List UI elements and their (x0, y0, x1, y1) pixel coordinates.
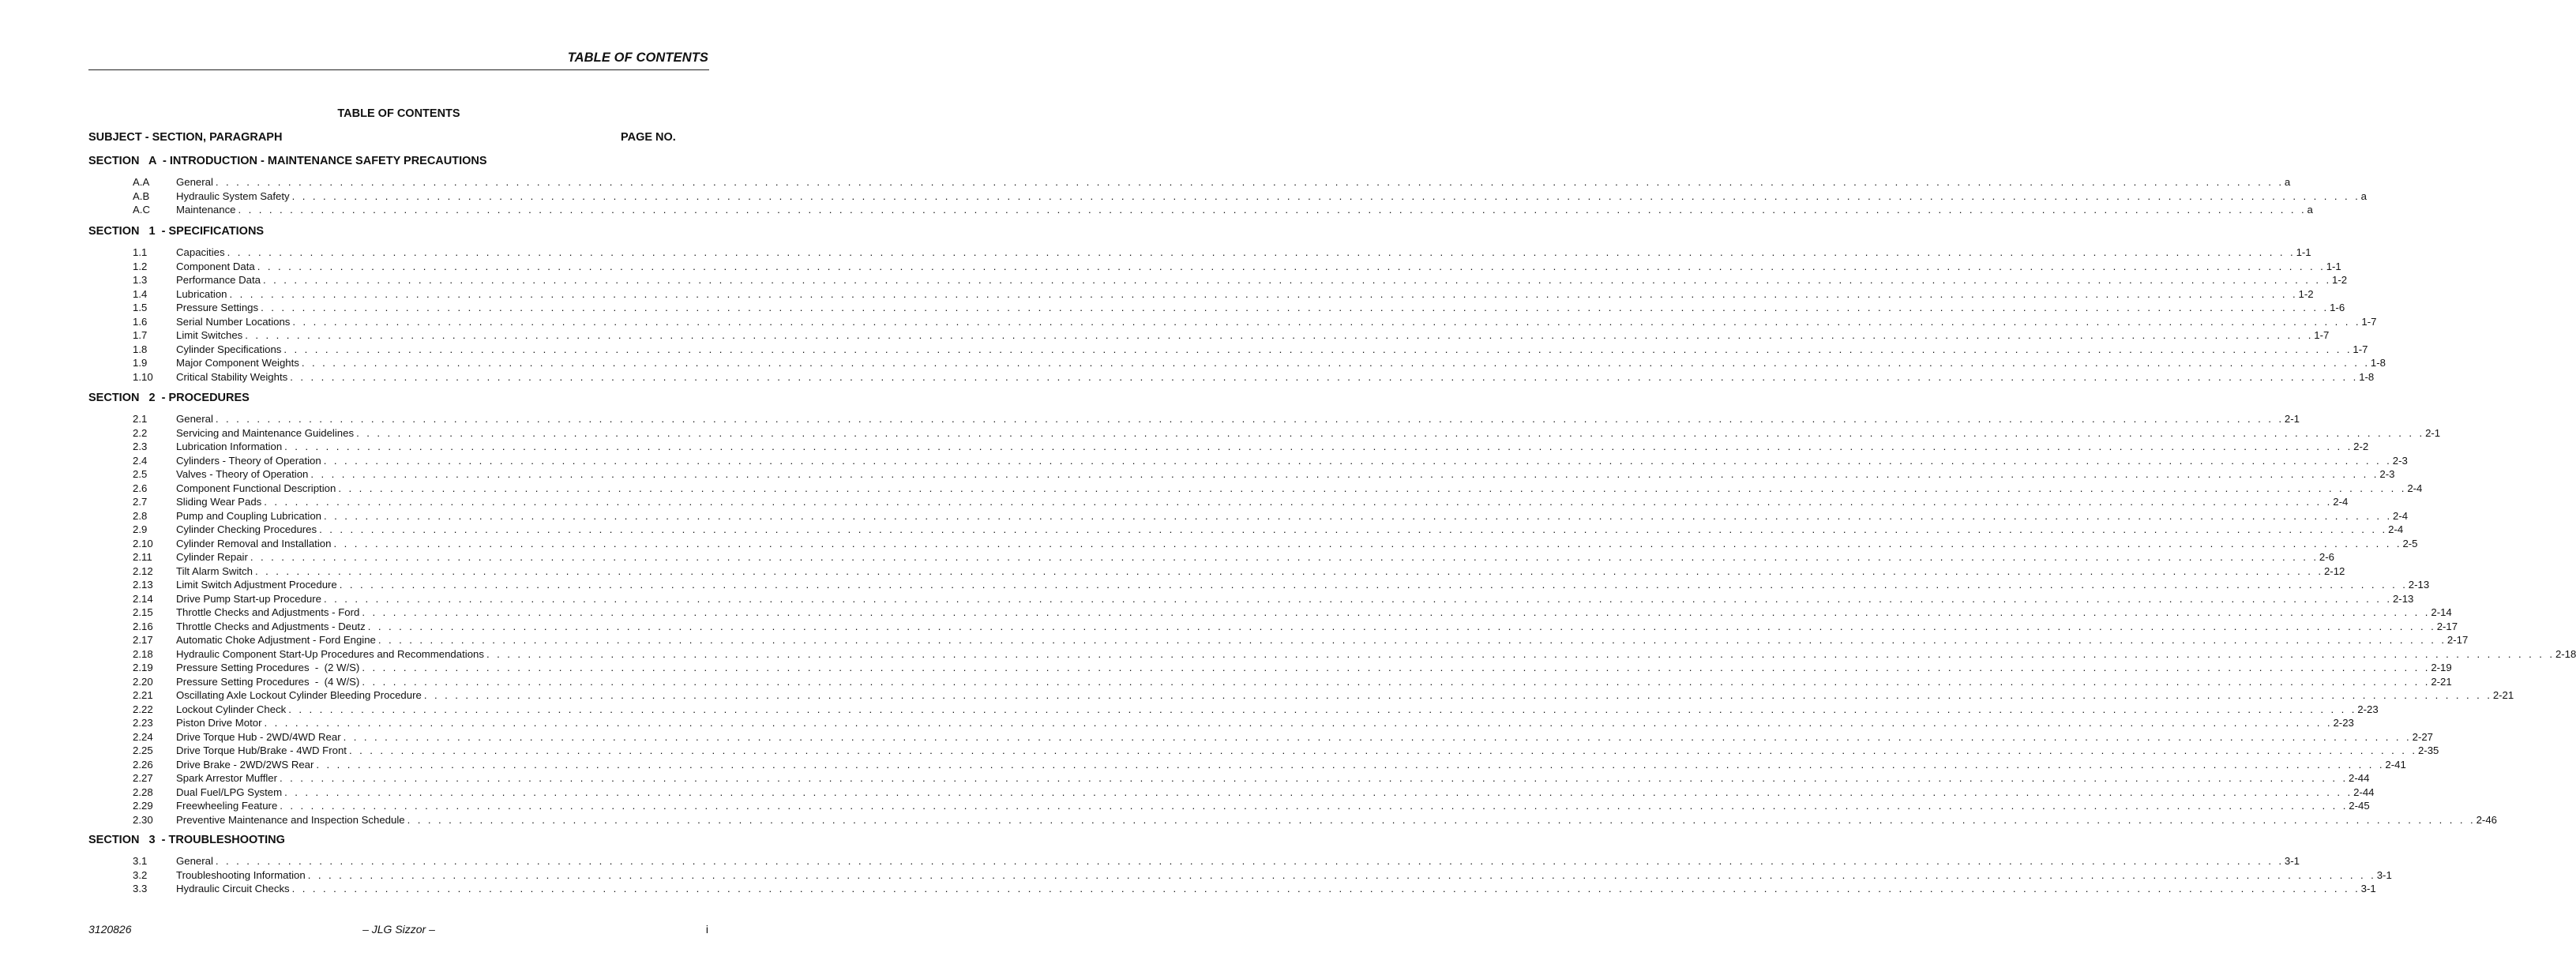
entry-number: 2.29 (133, 800, 153, 812)
entry-title: Component Data (176, 260, 255, 272)
dot-leader: . . . . . . . . . . . . . . . . . . . . . . . . . . . . . . . . . . . . . . . . . . . . . . . . . . . . . . . . . . . . . . . . . . . . . . . . . . . . . . . . . . . . . . . . . . . . . . . . . . . . . . . . . . . . . . . . . . . . . . . . . . . . . . . . . . . . . . . . . . . . . . . . . . . . . . . . . . . . . . . . . . . . . . . . . . . . . . . . . . . . . . . . . . . . . . . . . . . . . . . . (291, 883, 2360, 894)
dot-leader: . . . . . . . . . . . . . . . . . . . . . . . . . . . . . . . . . . . . . . . . . . . . . . . . . . . . . . . . . . . . . . . . . . . . . . . . . . . . . . . . . . . . . . . . . . . . . . . . . . . . . . . . . . . . . . . . . . . . . . . . . . . . . . . . . . . . . . . . . . . . . . . . . . . . . . . . . . . . . . . . . . . . . . . . . . . . . . . . . . . . . . . . . . . . . . . . . . . . . . . . (310, 468, 2379, 480)
entry-title: Hydraulic Circuit Checks (176, 883, 290, 894)
entry-line (176, 868, 2392, 883)
entry-line (176, 495, 2349, 509)
dot-leader: . . . . . . . . . . . . . . . . . . . . . . . . . . . . . . . . . . . . . . . . . . . . . . . . . . . . . . . . . . . . . . . . . . . . . . . . . . . . . . . . . . . . . . . . . . . . . . . . . . . . . . . . . . . . . . . . . . . . . . . . . . . . . . . . . . . . . . . . . . . . . . . . . . . . . . . . . . . . . . . . . . . . . . . . . . . . . . . . . . . . . . . . . . . . . . . . . . . . . . . . (215, 855, 2284, 867)
entry-number: A.B (133, 189, 150, 202)
dot-leader: . . . . . . . . . . . . . . . . . . . . . . . . . . . . . . . . . . . . . . . . . . . . . . . . . . . . . . . . . . . . . . . . . . . . . . . . . . . . . . . . . . . . . . . . . . . . . . . . . . . . . . . . . . . . . . . . . . . . . . . . . . . . . . . . . . . . . . . . . . . . . . . . . . . . . . . . . . . . . . . . . . . . . . . . . . . . . . . . . . . . . . . . . . . . . . . . . . . . . . . . (323, 454, 2392, 467)
entry-number: 2.26 (133, 758, 153, 771)
toc-entry (0, 328, 2330, 343)
entry-title: Cylinders - Theory of Operation (176, 454, 321, 467)
entry-page: 2-23 (2333, 717, 2354, 729)
entry-title: General (176, 413, 213, 425)
entry-line (176, 758, 2406, 772)
dot-leader: . . . . . . . . . . . . . . . . . . . . . . . . . . . . . . . . . . . . . . . . . . . . . . . . . . . . . . . . . . . . . . . . . . . . . . . . . . . . . . . . . . . . . . . . . . . . . . . . . . . . . . . . . . . . . . . . . . . . . . . . . . . . . . . . . . . . . . . . . . . . . . . . . . . . . . . . . . . . . . . . . . . . . . . . . . . . . . . . . . . . . . . . . . . . . . . . . . . . . . . . (250, 551, 2319, 563)
entry-line (176, 550, 2334, 564)
entry-number: 1.4 (133, 287, 148, 300)
entry-page: 2-45 (2349, 800, 2370, 812)
toc-entry (0, 744, 2439, 758)
entry-title: Lubrication Information (176, 441, 283, 452)
entry-title: Spark Arrestor Muffler (176, 772, 278, 784)
dot-leader: . . . . . . . . . . . . . . . . . . . . . . . . . . . . . . . . . . . . . . . . . . . . . . . . . . . . . . . . . . . . . . . . . . . . . . . . . . . . . . . . . . . . . . . . . . . . . . . . . . . . . . . . . . . . . . . . . . . . . . . . . . . . . . . . . . . . . . . . . . . . . . . . . . . . . . . . . . . . . . . . . . . . . . . . . . . . . . . . . . . . . . . . . . . . . . . . . . . . . . . . (407, 813, 2476, 826)
entry-line (176, 647, 2576, 662)
dot-leader: . . . . . . . . . . . . . . . . . . . . . . . . . . . . . . . . . . . . . . . . . . . . . . . . . . . . . . . . . . . . . . . . . . . . . . . . . . . . . . . . . . . . . . . . . . . . . . . . . . . . . . . . . . . . . . . . . . . . . . . . . . . . . . . . . . . . . . . . . . . . . . . . . . . . . . . . . . . . . . . . . . . . . . . . . . . . . . . . . . . . . . . . . . . . . . . . . . . . . . . . (215, 413, 2284, 425)
entry-number: 2.4 (133, 454, 148, 467)
entry-page: 2-4 (2393, 509, 2409, 522)
entry-number: 2.23 (133, 717, 153, 729)
entry-line (176, 246, 2311, 260)
entry-number: 2.19 (133, 662, 153, 673)
entry-page: 2-41 (2385, 758, 2406, 771)
entry-page: 1-7 (2353, 343, 2368, 355)
column-heading-subject: SUBJECT - SECTION, PARAGRAPH (88, 131, 283, 144)
dot-leader: . . . . . . . . . . . . . . . . . . . . . . . . . . . . . . . . . . . . . . . . . . . . . . . . . . . . . . . . . . . . . . . . . . . . . . . . . . . . . . . . . . . . . . . . . . . . . . . . . . . . . . . . . . . . . . . . . . . . . . . . . . . . . . . . . . . . . . . . . . . . . . . . . . . . . . . . . . . . . . . . . . . . . . . . . . . . . . . . . . . . . . . . . . . . . . . . . . . . . . . . (356, 426, 2425, 439)
entry-number: 2.8 (133, 509, 148, 522)
dot-leader: . . . . . . . . . . . . . . . . . . . . . . . . . . . . . . . . . . . . . . . . . . . . . . . . . . . . . . . . . . . . . . . . . . . . . . . . . . . . . . . . . . . . . . . . . . . . . . . . . . . . . . . . . . . . . . . . . . . . . . . . . . . . . . . . . . . . . . . . . . . . . . . . . . . . . . . . . . . . . . . . . . . . . . . . . . . . . . . . . . . . . . . . . . . . . . . . . . . . . . . . (264, 496, 2333, 508)
section-heading: SECTION 3 - TROUBLESHOOTING (88, 834, 285, 846)
entry-page: 2-27 (2412, 730, 2434, 743)
dot-leader: . . . . . . . . . . . . . . . . . . . . . . . . . . . . . . . . . . . . . . . . . . . . . . . . . . . . . . . . . . . . . . . . . . . . . . . . . . . . . . . . . . . . . . . . . . . . . . . . . . . . . . . . . . . . . . . . . . . . . . . . . . . . . . . . . . . . . . . . . . . . . . . . . . . . . . . . . . . . . . . . . . . . . . . . . . . . . . . . . . . . . . . . . . . . . . . . . . . . . . . . (264, 717, 2333, 729)
entry-page: 2-5 (2402, 537, 2418, 549)
toc-entry (0, 758, 2406, 772)
entry-page: 2-1 (2284, 413, 2300, 425)
toc-entry (0, 854, 2300, 868)
entry-page: a (2360, 189, 2367, 202)
document-title: TABLE OF CONTENTS (337, 107, 460, 120)
dot-leader: . . . . . . . . . . . . . . . . . . . . . . . . . . . . . . . . . . . . . . . . . . . . . . . . . . . . . . . . . . . . . . . . . . . . . . . . . . . . . . . . . . . . . . . . . . . . . . . . . . . . . . . . . . . . . . . . . . . . . . . . . . . . . . . . . . . . . . . . . . . . . . . . . . . . . . . . . . . . . . . . . . . . . . . . . . . . . . . . . . . . . . . . . . . . . . . . . . . . . . . . (377, 634, 2446, 646)
entry-line (176, 661, 2452, 675)
entry-page: 1-8 (2359, 370, 2375, 383)
entry-title: Maintenance (176, 204, 236, 216)
dot-leader: . . . . . . . . . . . . . . . . . . . . . . . . . . . . . . . . . . . . . . . . . . . . . . . . . . . . . . . . . . . . . . . . . . . . . . . . . . . . . . . . . . . . . . . . . . . . . . . . . . . . . . . . . . . . . . . . . . . . . . . . . . . . . . . . . . . . . . . . . . . . . . . . . . . . . . . . . . . . . . . . . . . . . . . . . . . . . . . . . . . . . . . . . . . . . . . . . . . . . . . . (316, 758, 2385, 771)
entry-page: 1-6 (2330, 302, 2345, 313)
entry-title: General (176, 855, 213, 867)
entry-number: 1.10 (133, 370, 153, 383)
entry-page: 2-46 (2476, 813, 2497, 826)
toc-entry (0, 440, 2369, 454)
entry-title: Drive Torque Hub - 2WD/4WD Rear (176, 730, 341, 743)
dot-leader: . . . . . . . . . . . . . . . . . . . . . . . . . . . . . . . . . . . . . . . . . . . . . . . . . . . . . . . . . . . . . . . . . . . . . . . . . . . . . . . . . . . . . . . . . . . . . . . . . . . . . . . . . . . . . . . . . . . . . . . . . . . . . . . . . . . . . . . . . . . . . . . . . . . . . . . . . . . . . . . . . . . . . . . . . . . . . . . . . . . . . . . . . . . . . . . . . . . . . . . . (280, 772, 2349, 784)
entry-line (176, 606, 2452, 620)
toc-entry (0, 620, 2458, 634)
entry-title: Piston Drive Motor (176, 717, 262, 729)
entry-title: Hydraulic System Safety (176, 189, 290, 202)
entry-number: 2.21 (133, 689, 153, 701)
dot-leader: . . . . . . . . . . . . . . . . . . . . . . . . . . . . . . . . . . . . . . . . . . . . . . . . . . . . . . . . . . . . . . . . . . . . . . . . . . . . . . . . . . . . . . . . . . . . . . . . . . . . . . . . . . . . . . . . . . . . . . . . . . . . . . . . . . . . . . . . . . . . . . . . . . . . . . . . . . . . . . . . . . . . . . . . . . . . . . . . . . . . . . . . . . . . . . . . . . . . . . . . (333, 537, 2402, 549)
entry-title: Serial Number Locations (176, 315, 291, 328)
entry-title: Limit Switches (176, 329, 243, 341)
entry-page: 2-4 (2388, 523, 2404, 535)
entry-page: 1-1 (2296, 246, 2311, 258)
entry-line (176, 771, 2370, 786)
dot-leader: . . . . . . . . . . . . . . . . . . . . . . . . . . . . . . . . . . . . . . . . . . . . . . . . . . . . . . . . . . . . . . . . . . . . . . . . . . . . . . . . . . . . . . . . . . . . . . . . . . . . . . . . . . . . . . . . . . . . . . . . . . . . . . . . . . . . . . . . . . . . . . . . . . . . . . . . . . . . . . . . . . . . . . . . . . . . . . . . . . . . . . . . . . . . . . . . . . . . . . . . (362, 662, 2431, 673)
entry-number: 2.24 (133, 730, 153, 743)
dot-leader: . . . . . . . . . . . . . . . . . . . . . . . . . . . . . . . . . . . . . . . . . . . . . . . . . . . . . . . . . . . . . . . . . . . . . . . . . . . . . . . . . . . . . . . . . . . . . . . . . . . . . . . . . . . . . . . . . . . . . . . . . . . . . . . . . . . . . . . . . . . . . . . . . . . . . . . . . . . . . . . . . . . . . . . . . . . . . . . . . . . . . . . . . . . . . . . . . . . . . . . . (338, 482, 2407, 494)
dot-leader: . . . . . . . . . . . . . . . . . . . . . . . . . . . . . . . . . . . . . . . . . . . . . . . . . . . . . . . . . . . . . . . . . . . . . . . . . . . . . . . . . . . . . . . . . . . . . . . . . . . . . . . . . . . . . . . . . . . . . . . . . . . . . . . . . . . . . . . . . . . . . . . . . . . . . . . . . . . . . . . . . . . . . . . . . . . . . . . . . . . . . . . . . . . . . . . . . . . . . . . . (229, 287, 2298, 300)
header-title: TABLE OF CONTENTS (567, 51, 708, 65)
entry-page: 2-18 (2555, 647, 2576, 660)
entry-line (176, 467, 2395, 482)
dot-leader: . . . . . . . . . . . . . . . . . . . . . . . . . . . . . . . . . . . . . . . . . . . . . . . . . . . . . . . . . . . . . . . . . . . . . . . . . . . . . . . . . . . . . . . . . . . . . . . . . . . . . . . . . . . . . . . . . . . . . . . . . . . . . . . . . . . . . . . . . . . . . . . . . . . . . . . . . . . . . . . . . . . . . . . . . . . . . . . . . . . . . . . . . . . . . . . . . . . . . . . . (284, 441, 2353, 452)
toc-entry (0, 273, 2348, 287)
entry-number: 1.2 (133, 260, 148, 272)
entry-number: 2.16 (133, 620, 153, 632)
entry-number: 2.15 (133, 606, 153, 618)
toc-entry (0, 467, 2395, 482)
entry-number: 1.9 (133, 357, 148, 369)
entry-page: 2-4 (2407, 482, 2423, 494)
entry-number: 3.2 (133, 868, 148, 881)
entry-line (176, 509, 2409, 523)
entry-page: 2-4 (2333, 496, 2349, 508)
dot-leader: . . . . . . . . . . . . . . . . . . . . . . . . . . . . . . . . . . . . . . . . . . . . . . . . . . . . . . . . . . . . . . . . . . . . . . . . . . . . . . . . . . . . . . . . . . . . . . . . . . . . . . . . . . . . . . . . . . . . . . . . . . . . . . . . . . . . . . . . . . . . . . . . . . . . . . . . . . . . . . . . . . . . . . . . . . . . . . . . . . . . . . . . . . . . . . . . . . . . . . . . (245, 329, 2314, 341)
entry-number: 3.1 (133, 855, 148, 867)
dot-leader: . . . . . . . . . . . . . . . . . . . . . . . . . . . . . . . . . . . . . . . . . . . . . . . . . . . . . . . . . . . . . . . . . . . . . . . . . . . . . . . . . . . . . . . . . . . . . . . . . . . . . . . . . . . . . . . . . . . . . . . . . . . . . . . . . . . . . . . . . . . . . . . . . . . . . . . . . . . . . . . . . . . . . . . . . . . . . . . . . . . . . . . . . . . . . . . . . . . . . . . . (486, 647, 2555, 660)
header-rule (88, 69, 709, 70)
entry-page: 3-1 (2376, 868, 2392, 881)
entry-line (176, 620, 2458, 634)
entry-title: Oscillating Axle Lockout Cylinder Bleeding Procedure (176, 689, 422, 701)
toc-entry (0, 647, 2576, 662)
toc-entry (0, 175, 2291, 189)
dot-leader: . . . . . . . . . . . . . . . . . . . . . . . . . . . . . . . . . . . . . . . . . . . . . . . . . . . . . . . . . . . . . . . . . . . . . . . . . . . . . . . . . . . . . . . . . . . . . . . . . . . . . . . . . . . . . . . . . . . . . . . . . . . . . . . . . . . . . . . . . . . . . . . . . . . . . . . . . . . . . . . . . . . . . . . . . . . . . . . . . . . . . . . . . . . . . . . . . . . . . . . . (290, 370, 2359, 383)
entry-number: 2.10 (133, 537, 153, 549)
toc-entry (0, 260, 2341, 274)
entry-number: 3.3 (133, 883, 148, 894)
dot-leader: . . . . . . . . . . . . . . . . . . . . . . . . . . . . . . . . . . . . . . . . . . . . . . . . . . . . . . . . . . . . . . . . . . . . . . . . . . . . . . . . . . . . . . . . . . . . . . . . . . . . . . . . . . . . . . . . . . . . . . . . . . . . . . . . . . . . . . . . . . . . . . . . . . . . . . . . . . . . . . . . . . . . . . . . . . . . . . . . . . . . . . . . . . . . . . . . . . . . . . . . (348, 744, 2417, 756)
toc-entry (0, 771, 2370, 786)
toc-entry (0, 550, 2334, 564)
toc-entry (0, 189, 2367, 204)
toc-entry (0, 716, 2354, 730)
entry-page: 2-13 (2408, 579, 2430, 591)
entry-line (176, 175, 2291, 189)
dot-leader: . . . . . . . . . . . . . . . . . . . . . . . . . . . . . . . . . . . . . . . . . . . . . . . . . . . . . . . . . . . . . . . . . . . . . . . . . . . . . . . . . . . . . . . . . . . . . . . . . . . . . . . . . . . . . . . . . . . . . . . . . . . . . . . . . . . . . . . . . . . . . . . . . . . . . . . . . . . . . . . . . . . . . . . . . . . . . . . . . . . . . . . . . . . . . . . . . . . . . . . . (307, 868, 2376, 881)
entry-title: Drive Brake - 2WD/2WS Rear (176, 758, 314, 771)
entry-line (176, 440, 2369, 454)
entry-title: Lockout Cylinder Check (176, 703, 287, 715)
entry-number: A.A (133, 176, 150, 188)
dot-leader: . . . . . . . . . . . . . . . . . . . . . . . . . . . . . . . . . . . . . . . . . . . . . . . . . . . . . . . . . . . . . . . . . . . . . . . . . . . . . . . . . . . . . . . . . . . . . . . . . . . . . . . . . . . . . . . . . . . . . . . . . . . . . . . . . . . . . . . . . . . . . . . . . . . . . . . . . . . . . . . . . . . . . . . . . . . . . . . . . . . . . . . . . . . . . . . . . . . . . . . . (292, 315, 2361, 328)
entry-line (176, 578, 2430, 592)
entry-page: 1-2 (2298, 287, 2314, 300)
toc-entry (0, 287, 2314, 302)
entry-page: a (2284, 176, 2291, 188)
dot-leader: . . . . . . . . . . . . . . . . . . . . . . . . . . . . . . . . . . . . . . . . . . . . . . . . . . . . . . . . . . . . . . . . . . . . . . . . . . . . . . . . . . . . . . . . . . . . . . . . . . . . . . . . . . . . . . . . . . . . . . . . . . . . . . . . . . . . . . . . . . . . . . . . . . . . . . . . . . . . . . . . . . . . . . . . . . . . . . . . . . . . . . . . . . . . . . . . . . . . . . . . (284, 343, 2353, 355)
toc-entry (0, 868, 2392, 883)
entry-title: Throttle Checks and Adjustments - Deutz (176, 620, 366, 632)
toc-entry (0, 482, 2423, 496)
dot-leader: . . . . . . . . . . . . . . . . . . . . . . . . . . . . . . . . . . . . . . . . . . . . . . . . . . . . . . . . . . . . . . . . . . . . . . . . . . . . . . . . . . . . . . . . . . . . . . . . . . . . . . . . . . . . . . . . . . . . . . . . . . . . . . . . . . . . . . . . . . . . . . . . . . . . . . . . . . . . . . . . . . . . . . . . . . . . . . . . . . . . . . . . . . . . . . . . . . . . . . . . (362, 606, 2431, 618)
toc-entry (0, 370, 2375, 384)
dot-leader: . . . . . . . . . . . . . . . . . . . . . . . . . . . . . . . . . . . . . . . . . . . . . . . . . . . . . . . . . . . . . . . . . . . . . . . . . . . . . . . . . . . . . . . . . . . . . . . . . . . . . . . . . . . . . . . . . . . . . . . . . . . . . . . . . . . . . . . . . . . . . . . . . . . . . . . . . . . . . . . . . . . . . . . . . . . . . . . . . . . . . . . . . . . . . . . . . . . . . . . . (263, 274, 2332, 286)
toc-entry (0, 523, 2404, 537)
entry-title: Valves - Theory of Operation (176, 468, 309, 480)
entry-line (176, 454, 2408, 468)
entry-page: 2-12 (2323, 564, 2345, 577)
entry-title: General (176, 176, 213, 188)
footer-title: – JLG Sizzor – (362, 923, 435, 936)
dot-leader: . . . . . . . . . . . . . . . . . . . . . . . . . . . . . . . . . . . . . . . . . . . . . . . . . . . . . . . . . . . . . . . . . . . . . . . . . . . . . . . . . . . . . . . . . . . . . . . . . . . . . . . . . . . . . . . . . . . . . . . . . . . . . . . . . . . . . . . . . . . . . . . . . . . . . . . . . . . . . . . . . . . . . . . . . . . . . . . . . . . . . . . . . . . . . . . . . . . . . . . . (215, 176, 2284, 188)
dot-leader: . . . . . . . . . . . . . . . . . . . . . . . . . . . . . . . . . . . . . . . . . . . . . . . . . . . . . . . . . . . . . . . . . . . . . . . . . . . . . . . . . . . . . . . . . . . . . . . . . . . . . . . . . . . . . . . . . . . . . . . . . . . . . . . . . . . . . . . . . . . . . . . . . . . . . . . . . . . . . . . . . . . . . . . . . . . . . . . . . . . . . . . . . . . . . . . . . . . . . . . . (301, 357, 2370, 369)
toc-entry (0, 495, 2349, 509)
dot-leader: . . . . . . . . . . . . . . . . . . . . . . . . . . . . . . . . . . . . . . . . . . . . . . . . . . . . . . . . . . . . . . . . . . . . . . . . . . . . . . . . . . . . . . . . . . . . . . . . . . . . . . . . . . . . . . . . . . . . . . . . . . . . . . . . . . . . . . . . . . . . . . . . . . . . . . . . . . . . . . . . . . . . . . . . . . . . . . . . . . . . . . . . . . . . . . . . . . . . . . . . (339, 579, 2408, 591)
entry-title: Pressure Settings (176, 302, 259, 313)
entry-title: Servicing and Maintenance Guidelines (176, 426, 355, 439)
dot-leader: . . . . . . . . . . . . . . . . . . . . . . . . . . . . . . . . . . . . . . . . . . . . . . . . . . . . . . . . . . . . . . . . . . . . . . . . . . . . . . . . . . . . . . . . . . . . . . . . . . . . . . . . . . . . . . . . . . . . . . . . . . . . . . . . . . . . . . . . . . . . . . . . . . . . . . . . . . . . . . . . . . . . . . . . . . . . . . . . . . . . . . . . . . . . . . . . . . . . . . . . (261, 302, 2330, 313)
dot-leader: . . . . . . . . . . . . . . . . . . . . . . . . . . . . . . . . . . . . . . . . . . . . . . . . . . . . . . . . . . . . . . . . . . . . . . . . . . . . . . . . . . . . . . . . . . . . . . . . . . . . . . . . . . . . . . . . . . . . . . . . . . . . . . . . . . . . . . . . . . . . . . . . . . . . . . . . . . . . . . . . . . . . . . . . . . . . . . . . . . . . . . . . . . . . . . . . . . . . . . . . (319, 523, 2388, 535)
entry-page: 2-13 (2392, 592, 2414, 605)
dot-leader: . . . . . . . . . . . . . . . . . . . . . . . . . . . . . . . . . . . . . . . . . . . . . . . . . . . . . . . . . . . . . . . . . . . . . . . . . . . . . . . . . . . . . . . . . . . . . . . . . . . . . . . . . . . . . . . . . . . . . . . . . . . . . . . . . . . . . . . . . . . . . . . . . . . . . . . . . . . . . . . . . . . . . . . . . . . . . . . . . . . . . . . . . . . . . . . . . . . . . . . . (280, 800, 2349, 812)
entry-title: Drive Pump Start-up Procedure (176, 592, 321, 605)
entry-line (176, 799, 2370, 813)
entry-line (176, 813, 2497, 827)
entry-title: Drive Torque Hub/Brake - 4WD Front (176, 744, 347, 756)
entry-line (176, 564, 2345, 579)
entry-title: Cylinder Checking Procedures (176, 523, 317, 535)
toc-entry (0, 509, 2409, 523)
entry-line (176, 412, 2300, 426)
entry-page: 2-17 (2446, 634, 2469, 646)
dot-leader: . . . . . . . . . . . . . . . . . . . . . . . . . . . . . . . . . . . . . . . . . . . . . . . . . . . . . . . . . . . . . . . . . . . . . . . . . . . . . . . . . . . . . . . . . . . . . . . . . . . . . . . . . . . . . . . . . . . . . . . . . . . . . . . . . . . . . . . . . . . . . . . . . . . . . . . . . . . . . . . . . . . . . . . . . . . . . . . . . . . . . . . . . . . . . . . . . . . . . . . . (291, 189, 2360, 202)
toc-entry (0, 675, 2452, 689)
entry-number: 2.13 (133, 579, 153, 591)
toc-entry (0, 356, 2386, 370)
entry-line (176, 854, 2300, 868)
dot-leader: . . . . . . . . . . . . . . . . . . . . . . . . . . . . . . . . . . . . . . . . . . . . . . . . . . . . . . . . . . . . . . . . . . . . . . . . . . . . . . . . . . . . . . . . . . . . . . . . . . . . . . . . . . . . . . . . . . . . . . . . . . . . . . . . . . . . . . . . . . . . . . . . . . . . . . . . . . . . . . . . . . . . . . . . . . . . . . . . . . . . . . . . . . . . . . . . . . . . . . . . (288, 703, 2357, 715)
entry-number: 2.11 (133, 551, 152, 563)
entry-number: A.C (133, 204, 150, 216)
entry-page: 3-1 (2360, 883, 2376, 894)
entry-number: 2.18 (133, 647, 153, 660)
entry-title: Lubrication (176, 287, 227, 300)
section-heading: SECTION 2 - PROCEDURES (88, 392, 250, 404)
entry-line (176, 315, 2377, 329)
entry-page: 2-3 (2392, 454, 2408, 467)
entry-title: Cylinder Repair (176, 551, 248, 563)
entry-number: 2.22 (133, 703, 153, 715)
dot-leader: . . . . . . . . . . . . . . . . . . . . . . . . . . . . . . . . . . . . . . . . . . . . . . . . . . . . . . . . . . . . . . . . . . . . . . . . . . . . . . . . . . . . . . . . . . . . . . . . . . . . . . . . . . . . . . . . . . . . . . . . . . . . . . . . . . . . . . . . . . . . . . . . . . . . . . . . . . . . . . . . . . . . . . . . . . . . . . . . . . . . . . . . . . . . . . . . . . . . . . . . (362, 675, 2431, 688)
entry-title: Throttle Checks and Adjustments - Ford (176, 606, 360, 618)
toc-entry (0, 606, 2452, 620)
entry-title: Hydraulic Component Start-Up Procedures and Recommendations (176, 647, 484, 660)
toc-entry (0, 730, 2434, 744)
entry-page: 2-19 (2431, 662, 2452, 673)
entry-page: 2-21 (2431, 675, 2452, 688)
entry-page: 1-8 (2370, 357, 2386, 369)
entry-line (176, 730, 2434, 744)
entry-line (176, 482, 2423, 496)
dot-leader: . . . . . . . . . . . . . . . . . . . . . . . . . . . . . . . . . . . . . . . . . . . . . . . . . . . . . . . . . . . . . . . . . . . . . . . . . . . . . . . . . . . . . . . . . . . . . . . . . . . . . . . . . . . . . . . . . . . . . . . . . . . . . . . . . . . . . . . . . . . . . . . . . . . . . . . . . . . . . . . . . . . . . . . . . . . . . . . . . . . . . . . . . . . . . . . . . . . . . . . . (284, 786, 2353, 798)
entry-line (176, 260, 2341, 274)
entry-line (176, 203, 2313, 217)
entry-number: 2.20 (133, 675, 153, 688)
dot-leader: . . . . . . . . . . . . . . . . . . . . . . . . . . . . . . . . . . . . . . . . . . . . . . . . . . . . . . . . . . . . . . . . . . . . . . . . . . . . . . . . . . . . . . . . . . . . . . . . . . . . . . . . . . . . . . . . . . . . . . . . . . . . . . . . . . . . . . . . . . . . . . . . . . . . . . . . . . . . . . . . . . . . . . . . . . . . . . . . . . . . . . . . . . . . . . . . . . . . . . . . (323, 592, 2392, 605)
toc-entry (0, 688, 2514, 703)
dot-leader: . . . . . . . . . . . . . . . . . . . . . . . . . . . . . . . . . . . . . . . . . . . . . . . . . . . . . . . . . . . . . . . . . . . . . . . . . . . . . . . . . . . . . . . . . . . . . . . . . . . . . . . . . . . . . . . . . . . . . . . . . . . . . . . . . . . . . . . . . . . . . . . . . . . . . . . . . . . . . . . . . . . . . . . . . . . . . . . . . . . . . . . . . . . . . . . . . . . . . . . . (343, 730, 2412, 743)
toc-entry (0, 661, 2452, 675)
entry-page: 1-1 (2326, 260, 2341, 272)
dot-leader: . . . . . . . . . . . . . . . . . . . . . . . . . . . . . . . . . . . . . . . . . . . . . . . . . . . . . . . . . . . . . . . . . . . . . . . . . . . . . . . . . . . . . . . . . . . . . . . . . . . . . . . . . . . . . . . . . . . . . . . . . . . . . . . . . . . . . . . . . . . . . . . . . . . . . . . . . . . . . . . . . . . . . . . . . . . . . . . . . . . . . . . . . . . . . . . . . . . . . . . . (257, 260, 2326, 272)
entry-number: 1.1 (133, 246, 148, 258)
dot-leader: . . . . . . . . . . . . . . . . . . . . . . . . . . . . . . . . . . . . . . . . . . . . . . . . . . . . . . . . . . . . . . . . . . . . . . . . . . . . . . . . . . . . . . . . . . . . . . . . . . . . . . . . . . . . . . . . . . . . . . . . . . . . . . . . . . . . . . . . . . . . . . . . . . . . . . . . . . . . . . . . . . . . . . . . . . . . . . . . . . . . . . . . . . . . . . . . . . . . . . . . (254, 564, 2323, 577)
entry-page: 2-14 (2431, 606, 2452, 618)
entry-line (176, 703, 2379, 717)
entry-number: 2.12 (133, 564, 153, 577)
entry-page: 2-2 (2353, 441, 2369, 452)
entry-line (176, 537, 2418, 551)
entry-title: Critical Stability Weights (176, 370, 288, 383)
entry-title: Cylinder Removal and Installation (176, 537, 332, 549)
dot-leader: . . . . . . . . . . . . . . . . . . . . . . . . . . . . . . . . . . . . . . . . . . . . . . . . . . . . . . . . . . . . . . . . . . . . . . . . . . . . . . . . . . . . . . . . . . . . . . . . . . . . . . . . . . . . . . . . . . . . . . . . . . . . . . . . . . . . . . . . . . . . . . . . . . . . . . . . . . . . . . . . . . . . . . . . . . . . . . . . . . . . . . . . . . . . . . . . . . . . . . . . (238, 204, 2307, 216)
entry-line (176, 189, 2367, 204)
entry-number: 2.6 (133, 482, 148, 494)
entry-line (176, 301, 2345, 315)
entry-title: Automatic Choke Adjustment - Ford Engine (176, 634, 376, 646)
entry-number: 2.2 (133, 426, 148, 439)
entry-line (176, 633, 2469, 647)
entry-number: 2.27 (133, 772, 153, 784)
entry-title: Pressure Setting Procedures - (4 W/S) (176, 675, 360, 688)
toc-entry (0, 592, 2414, 606)
entry-title: Freewheeling Feature (176, 800, 278, 812)
toc-entry (0, 882, 2376, 896)
entry-number: 1.5 (133, 302, 148, 313)
entry-page: 2-3 (2379, 468, 2395, 480)
entry-line (176, 675, 2452, 689)
section-heading: SECTION 1 - SPECIFICATIONS (88, 225, 265, 238)
entry-title: Dual Fuel/LPG System (176, 786, 283, 798)
toc-entry (0, 799, 2370, 813)
entry-line (176, 426, 2441, 441)
toc-entry (0, 301, 2345, 315)
entry-page: 2-23 (2357, 703, 2379, 715)
entry-number: 2.3 (133, 441, 148, 452)
entry-number: 2.14 (133, 592, 153, 605)
entry-number: 2.9 (133, 523, 148, 535)
dot-leader: . . . . . . . . . . . . . . . . . . . . . . . . . . . . . . . . . . . . . . . . . . . . . . . . . . . . . . . . . . . . . . . . . . . . . . . . . . . . . . . . . . . . . . . . . . . . . . . . . . . . . . . . . . . . . . . . . . . . . . . . . . . . . . . . . . . . . . . . . . . . . . . . . . . . . . . . . . . . . . . . . . . . . . . . . . . . . . . . . . . . . . . . . . . . . . . . . . . . . . . . (423, 689, 2492, 701)
toc-entry (0, 315, 2377, 329)
entry-number: 2.5 (133, 468, 148, 480)
entry-page: 2-6 (2319, 551, 2334, 563)
entry-page: 2-44 (2349, 772, 2370, 784)
entry-number: 1.7 (133, 329, 148, 341)
entry-number: 1.3 (133, 274, 148, 286)
entry-line (176, 744, 2439, 758)
entry-title: Troubleshooting Information (176, 868, 306, 881)
dot-leader: . . . . . . . . . . . . . . . . . . . . . . . . . . . . . . . . . . . . . . . . . . . . . . . . . . . . . . . . . . . . . . . . . . . . . . . . . . . . . . . . . . . . . . . . . . . . . . . . . . . . . . . . . . . . . . . . . . . . . . . . . . . . . . . . . . . . . . . . . . . . . . . . . . . . . . . . . . . . . . . . . . . . . . . . . . . . . . . . . . . . . . . . . . . . . . . . . . . . . . . . (367, 620, 2436, 632)
toc-entry (0, 343, 2368, 357)
entry-line (176, 786, 2375, 800)
entry-number: 2.1 (133, 413, 148, 425)
entry-line (176, 273, 2348, 287)
entry-page: 3-1 (2284, 855, 2300, 867)
entry-line (176, 688, 2514, 703)
entry-number: 2.7 (133, 496, 148, 508)
entry-number: 1.6 (133, 315, 148, 328)
entry-number: 2.25 (133, 744, 153, 756)
dot-leader: . . . . . . . . . . . . . . . . . . . . . . . . . . . . . . . . . . . . . . . . . . . . . . . . . . . . . . . . . . . . . . . . . . . . . . . . . . . . . . . . . . . . . . . . . . . . . . . . . . . . . . . . . . . . . . . . . . . . . . . . . . . . . . . . . . . . . . . . . . . . . . . . . . . . . . . . . . . . . . . . . . . . . . . . . . . . . . . . . . . . . . . . . . . . . . . . . . . . . . . . (324, 509, 2393, 522)
entry-page: 2-21 (2492, 689, 2514, 701)
entry-title: Pump and Coupling Lubrication (176, 509, 322, 522)
entry-title: Sliding Wear Pads (176, 496, 262, 508)
entry-title: Capacities (176, 246, 225, 258)
entry-number: 2.17 (133, 634, 153, 646)
entry-title: Preventive Maintenance and Inspection Schedule (176, 813, 405, 826)
column-heading-page: PAGE NO. (621, 131, 676, 144)
entry-page: 1-7 (2314, 329, 2330, 341)
toc-entry (0, 412, 2300, 426)
page-number: i (705, 923, 708, 936)
entry-page: 1-7 (2361, 315, 2377, 328)
entry-title: Cylinder Specifications (176, 343, 282, 355)
entry-title: Performance Data (176, 274, 261, 286)
entry-title: Tilt Alarm Switch (176, 564, 253, 577)
entry-number: 2.28 (133, 786, 153, 798)
dot-leader: . . . . . . . . . . . . . . . . . . . . . . . . . . . . . . . . . . . . . . . . . . . . . . . . . . . . . . . . . . . . . . . . . . . . . . . . . . . . . . . . . . . . . . . . . . . . . . . . . . . . . . . . . . . . . . . . . . . . . . . . . . . . . . . . . . . . . . . . . . . . . . . . . . . . . . . . . . . . . . . . . . . . . . . . . . . . . . . . . . . . . . . . . . . . . . . . . . . . . . . . (227, 246, 2296, 258)
entry-line (176, 716, 2354, 730)
entry-line (176, 343, 2368, 357)
toc-entry (0, 537, 2418, 551)
entry-line (176, 328, 2330, 343)
entry-title: Major Component Weights (176, 357, 299, 369)
toc-entry (0, 633, 2469, 647)
entry-line (176, 356, 2386, 370)
toc-entry (0, 564, 2345, 579)
entry-line (176, 370, 2375, 384)
toc-entry (0, 578, 2430, 592)
entry-title: Limit Switch Adjustment Procedure (176, 579, 337, 591)
entry-number: 1.8 (133, 343, 148, 355)
toc-entry (0, 246, 2311, 260)
entry-line (176, 592, 2414, 606)
toc-entry (0, 426, 2441, 441)
entry-line (176, 523, 2404, 537)
entry-page: a (2307, 204, 2313, 216)
toc-entry (0, 813, 2497, 827)
entry-page: 2-17 (2436, 620, 2458, 632)
toc-entry (0, 703, 2379, 717)
document-number: 3120826 (88, 923, 132, 936)
entry-title: Pressure Setting Procedures - (2 W/S) (176, 662, 360, 673)
toc-entry (0, 203, 2313, 217)
entry-line (176, 882, 2376, 896)
toc-entry (0, 454, 2408, 468)
entry-line (176, 287, 2314, 302)
entry-page: 2-35 (2417, 744, 2439, 756)
section-heading: SECTION A - INTRODUCTION - MAINTENANCE SAFETY PRECAUTIONS (88, 155, 487, 167)
entry-number: 2.30 (133, 813, 153, 826)
entry-page: 2-1 (2425, 426, 2441, 439)
toc-entry (0, 786, 2375, 800)
entry-page: 1-2 (2332, 274, 2348, 286)
entry-page: 2-44 (2353, 786, 2375, 798)
entry-title: Component Functional Description (176, 482, 336, 494)
